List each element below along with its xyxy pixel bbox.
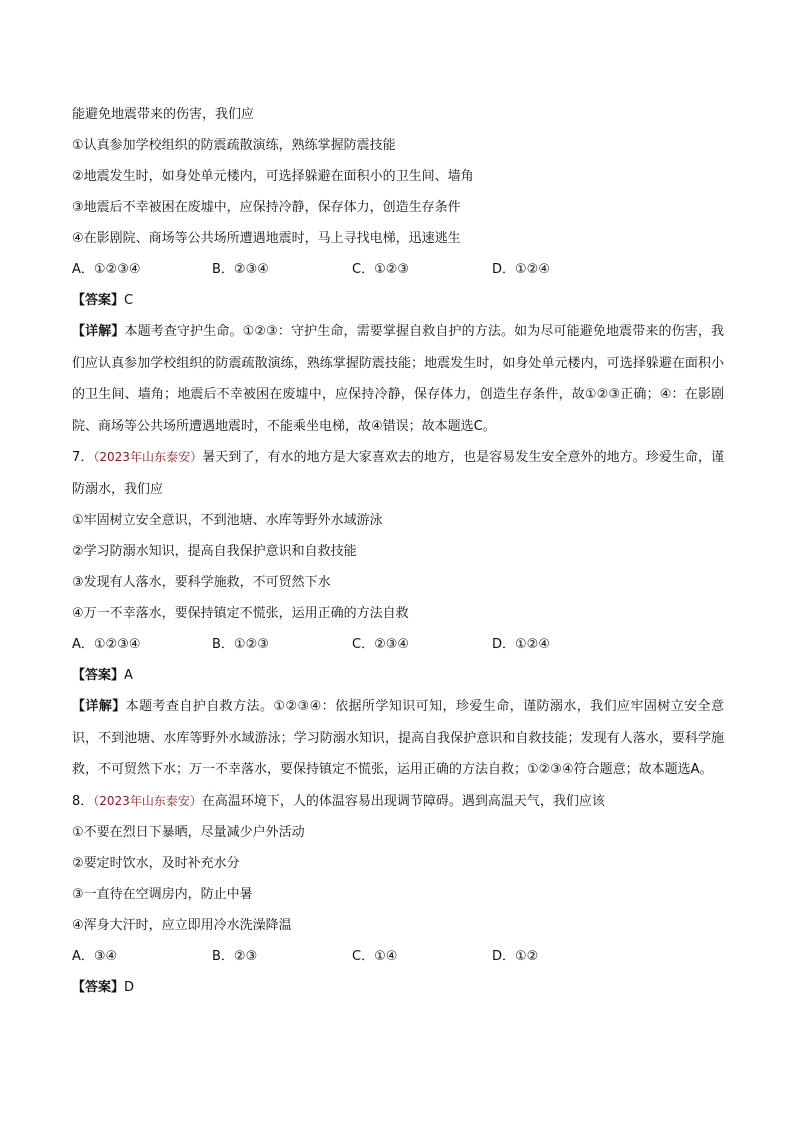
document-page	[72, 99, 724, 1003]
q6-option-c: C．①②③	[352, 262, 410, 277]
q7-item-2: ②学习防溺水知识，提高自我保护意识和自救技能	[72, 544, 357, 559]
q7-answer-label: 【答案】	[72, 668, 125, 683]
q7-option-a: A．①②③④	[72, 637, 141, 652]
q6-item-3: ③地震后不幸被困在废墟中，应保持冷静，保存体力，创造生存条件	[72, 200, 461, 215]
q8-stem-text: 在高温环境下，人的体温容易出现调节障碍。遇到高温天气，我们应该	[201, 793, 605, 809]
q6-explain-text: 本题考查守护生命。①②③：守护生命，需要掌握自救自护的方法。如为尽可能避免地震带来的伤害，我们应认真参加学校组织的防震疏散演练，熟练掌握防震技能；地震发生时，如身处单元楼内，可选择躲避在面积小的卫生间、墙角；地震后不幸被困在废墟中，应保持冷静，保存体力，创造生存条件，故①②③正确；④：在影剧院、商场等公共场所遭遇地震时，不能乘坐电梯，故④错误；故本题选C。	[72, 324, 724, 434]
q8-number: 8．	[72, 793, 94, 809]
q7-source: （2023年山东泰安）	[93, 450, 203, 464]
q8-source: （2023年山东泰安）	[93, 793, 202, 808]
q6-explain-label: 【详解】	[72, 324, 125, 339]
q6-item-1: ①认真参加学校组织的防震疏散演练，熟练掌握防震技能	[72, 138, 396, 153]
q7-answer	[72, 660, 724, 691]
q6-stem-tail: 能避免地震带来的伤害，我们应	[72, 107, 255, 122]
q8-option-a: A．③④	[72, 949, 118, 964]
q8-answer-label: 【答案】	[72, 980, 125, 995]
q6-item-2: ②地震发生时，如身处单元楼内，可选择躲避在面积小的卫生间、墙角	[72, 169, 474, 184]
q6-answer-value: C	[124, 293, 134, 308]
q7-explanation	[72, 691, 724, 786]
q7-explain-label: 【详解】	[72, 699, 126, 714]
q8-item-1: ①不要在烈日下暴晒，尽量减少户外活动	[72, 825, 305, 840]
q6-options	[72, 254, 724, 285]
q7-option-d: D．①②④	[492, 637, 550, 652]
q7-option-b: B．①②③	[212, 637, 269, 652]
q6-explanation	[72, 316, 724, 442]
q7-item-4: ④万一不幸落水，要保持镇定不慌张，运用正确的方法自救	[72, 606, 409, 621]
q7-stem	[72, 442, 724, 505]
q8-options	[72, 941, 724, 972]
q8-answer	[72, 972, 724, 1003]
q7-item-1: ①牢固树立安全意识，不到池塘、水库等野外水域游泳	[72, 513, 383, 528]
q8-stem	[72, 786, 724, 818]
q7-option-c: C．②③④	[352, 637, 410, 652]
q6-answer-label: 【答案】	[72, 293, 125, 308]
q7-number: 7．	[72, 450, 94, 465]
q8-item-2: ②要定时饮水，及时补充水分	[72, 856, 240, 871]
q8-item-4: ④浑身大汗时，应立即用冷水洗澡降温	[72, 918, 292, 933]
q8-option-c: C．①④	[352, 949, 398, 964]
q7-stem-text: 暑天到了，有水的地方是大家喜欢去的地方，也是容易发生安全意外的地方。珍爱生命，谨防溺水，我们应	[72, 450, 724, 497]
q6-item-4: ④在影剧院、商场等公共场所遭遇地震时，马上寻找电梯，迅速逃生	[72, 231, 461, 246]
q8-option-b: B．②③	[212, 949, 258, 964]
q8-answer-value: D	[124, 980, 135, 995]
q6-option-b: B．②③④	[212, 262, 269, 277]
q8-item-3: ③一直待在空调房内，防止中暑	[72, 887, 253, 902]
q7-answer-value: A	[124, 668, 133, 683]
q6-answer	[72, 285, 724, 316]
q6-option-a: A．①②③④	[72, 262, 141, 277]
q7-explain-text: 本题考查自护自救方法。①②③④：依据所学知识可知，珍爱生命，谨防溺水，我们应牢固树立安全意识，不到池塘、水库等野外水域游泳；学习防溺水知识，提高自我保护意识和自救技能；发现有人落水，要科学施救，不可贸然下水；万一不幸落水，要保持镇定不慌张，运用正确的方法自救；①②③④符合题意；故本题选A。	[72, 699, 724, 777]
q6-option-d: D．①②④	[492, 262, 550, 277]
q8-option-d: D．①②	[492, 949, 539, 964]
q7-options	[72, 629, 724, 660]
q7-item-3: ③发现有人落水，要科学施救，不可贸然下水	[72, 575, 331, 590]
